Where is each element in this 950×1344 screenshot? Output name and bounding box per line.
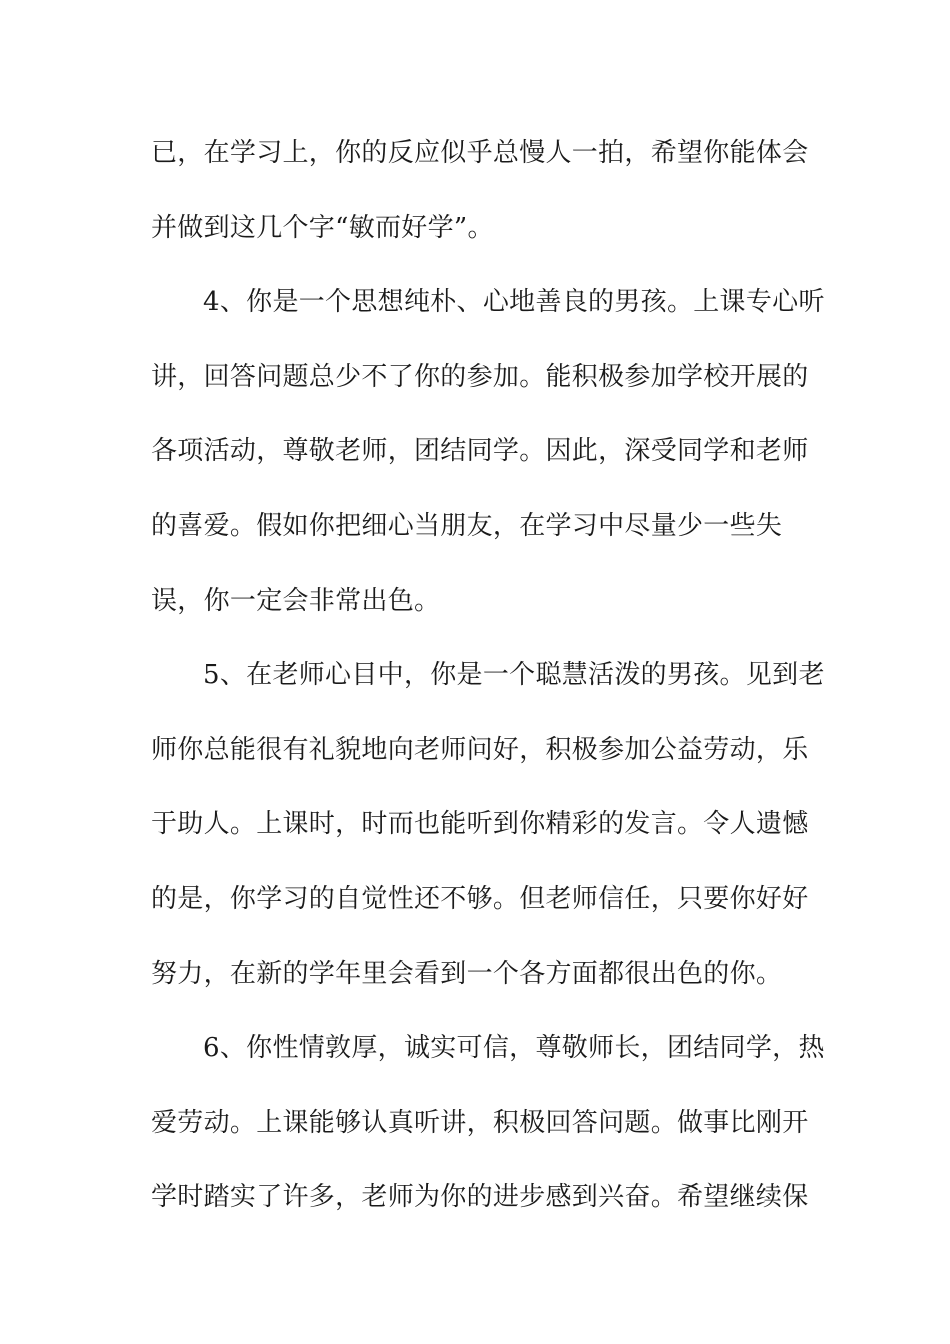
text-line: 5、在老师心目中，你是一个聪慧活泼的男孩。见到老 <box>203 660 825 691</box>
text-line: 各项活动，尊敬老师，团结同学。因此，深受同学和老师 <box>151 436 809 467</box>
text-line: 于助人。上课时，时而也能听到你精彩的发言。令人遗憾 <box>151 809 809 840</box>
document-body <box>151 130 825 1249</box>
text-line: 师你总能很有礼貌地向老师问好，积极参加公益劳动，乐 <box>151 734 809 765</box>
text-line: 误，你一定会非常出色。 <box>151 585 441 616</box>
text-line: 讲，回答问题总少不了你的参加。能积极参加学校开展的 <box>151 361 809 392</box>
text-line: 4、你是一个思想纯朴、心地善良的男孩。上课专心听 <box>203 287 825 318</box>
text-line: 努力，在新的学年里会看到一个各方面都很出色的你。 <box>151 958 783 989</box>
text-line: 爱劳动。上课能够认真听讲，积极回答问题。做事比刚开 <box>151 1107 809 1138</box>
text-line: 已，在学习上，你的反应似乎总慢人一拍，希望你能体会 <box>151 138 809 168</box>
text-line: 的喜爱。假如你把细心当朋友，在学习中尽量少一些失 <box>151 510 783 541</box>
text-line: 并做到这几个字“敏而好学”。 <box>151 212 494 243</box>
text-line: 学时踏实了许多，老师为你的进步感到兴奋。希望继续保 <box>151 1182 809 1213</box>
text-line: 的是，你学习的自觉性还不够。但老师信任，只要你好好 <box>151 883 809 914</box>
text-line: 6、你性情敦厚，诚实可信，尊敬师长，团结同学，热 <box>203 1033 825 1064</box>
